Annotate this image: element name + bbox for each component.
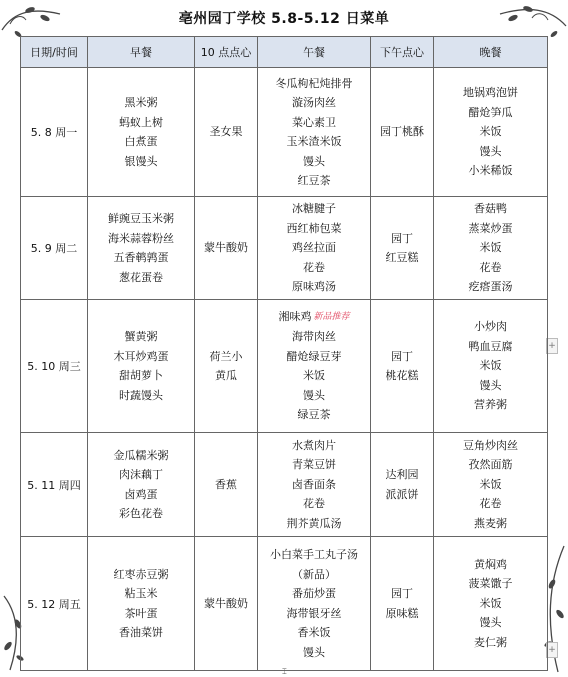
menu-item: 荷兰小 [209,349,243,363]
lunch-cell [258,433,371,537]
snack-pm-cell [371,197,434,300]
menu-item: 米饭 [479,359,502,373]
menu-row [21,68,548,197]
menu-item: 花卷 [479,497,502,511]
menu-item: 茶叶蛋 [124,606,158,620]
menu-item: 蒙牛酸奶 [204,241,248,255]
menu-item-text: 玉米渣米饭 [286,135,342,148]
menu-item: 米饭 [479,596,502,610]
menu-item [258,307,370,327]
snack-pm-cell [371,300,434,433]
menu-item [258,584,370,604]
menu-item: 豆角炒肉丝 [463,438,518,452]
menu-item: 馒头 [479,144,502,158]
menu-item: 金瓜糯米粥 [113,448,169,462]
menu-item-text: 荆芥黄瓜汤 [286,516,342,530]
menu-item [258,386,370,406]
breakfast-cell [88,300,195,433]
menu-item: 园丁 [391,231,413,245]
menu-item [258,545,370,565]
menu-item-text: 米饭 [303,369,325,383]
dinner-cell [434,433,548,537]
menu-item: 小炒肉 [474,320,507,334]
menu-item-text: 湘味鸡 [278,310,312,324]
menu-item: 米饭 [479,477,502,491]
menu-item: 蚂蚁上树 [119,115,163,129]
menu-row [21,537,548,671]
menu-item [258,277,370,297]
menu-item-text: 海带银牙丝 [286,606,342,620]
menu-item-text: 馒头 [303,388,325,402]
menu-item: 五香鹌鹑蛋 [113,251,169,264]
date-cell: 5. 8 周一 [21,68,88,197]
header-row [21,37,548,68]
menu-item-text: 原味鸡汤 [292,280,336,294]
menu-item [258,455,370,475]
menu-item-text: 鸡丝拉面 [292,241,336,255]
menu-item: 黄焖鸡 [474,557,507,571]
menu-item [258,514,370,534]
snack-am-cell [195,197,258,300]
menu-item [258,623,370,643]
menu-item: 海米蒜蓉粉丝 [108,231,174,245]
snack-am-cell [195,300,258,433]
menu-item: 馒头 [479,378,502,392]
new-item-badge: 新品推荐 [313,311,350,322]
menu-item [258,327,370,347]
menu-item: 花卷 [479,260,502,274]
menu-item: 原味糕 [385,606,419,620]
menu-item: 米饭 [479,125,502,139]
menu-item-text: 冰糖腱子 [292,202,336,216]
menu-item-text: 冬瓜枸杞炖排骨 [275,76,353,90]
snack-pm-cell [371,537,434,671]
menu-item: 圣女果 [209,125,243,139]
menu-item: 粘玉米 [124,587,158,600]
menu-item [258,604,370,624]
header-snack-pm: 下午点心 [371,37,434,68]
menu-item [258,494,370,514]
menu-item-text: 馒头 [303,154,325,168]
menu-item: 黑米粥 [124,96,158,109]
menu-row [21,197,548,300]
menu-item-text: （新品） [292,567,336,581]
menu-item: 馒头 [479,616,502,630]
lunch-cell [258,68,371,197]
menu-item: 园丁桃酥 [380,125,424,139]
menu-item [258,219,370,239]
menu-item: 园丁 [391,587,413,600]
menu-item: 蒙牛酸奶 [204,596,248,610]
menu-item-text: 馒头 [303,645,325,659]
lunch-cell [258,300,371,433]
menu-item [258,199,370,219]
menu-item: 肉沫藕丁 [119,468,163,481]
dinner-cell [434,537,548,671]
snack-pm-cell [371,433,434,537]
menu-item: 彩色花卷 [119,507,163,520]
menu-item: 麦仁粥 [474,635,507,649]
menu-item [258,132,370,152]
menu-item [258,152,370,172]
breakfast-cell [88,197,195,300]
menu-item [258,74,370,94]
menu-item: 桃花糕 [385,369,419,382]
page-title: 亳州园丁学校 5.8-5.12 日菜单 [178,11,390,27]
breakfast-cell [88,68,195,197]
menu-item: 疙瘩蛋汤 [468,280,513,294]
menu-item: 香蕉 [215,477,237,491]
snack-am-cell [195,433,258,537]
menu-item: 甜胡萝卜 [119,369,163,382]
header-breakfast: 早餐 [88,37,195,68]
menu-item [258,366,370,386]
header-date: 日期/时间 [21,37,88,68]
menu-item: 时蔬馒头 [119,388,163,402]
menu-item [258,436,370,456]
header-dinner: 晚餐 [434,37,548,68]
menu-item: 白煮蛋 [124,135,158,148]
menu-row [21,300,548,433]
snack-am-cell [195,537,258,671]
menu-item-text: 花卷 [303,260,325,274]
menu-item-text: 醋炝绿豆芽 [286,349,342,363]
menu-item: 黄瓜 [215,369,237,382]
menu-item: 园丁 [391,349,413,363]
breakfast-cell [88,433,195,537]
menu-item: 小米稀饭 [468,164,513,178]
menu-item: 香菇鸭 [474,202,507,216]
cursor-marker: ⌶ [282,667,287,676]
menu-item-text: 卤香面条 [292,477,336,491]
menu-item [258,565,370,585]
menu-item: 派派饼 [385,487,419,501]
menu-item [258,113,370,133]
snack-pm-cell [371,68,434,197]
menu-item: 香油菜饼 [119,626,163,639]
menu-item: 地锅鸡泡饼 [463,86,518,100]
menu-table [20,36,548,671]
scroll-tab-top[interactable]: + [546,338,558,354]
menu-item-text: 绿豆茶 [297,408,331,422]
menu-item: 米饭 [479,241,502,255]
menu-item [258,171,370,191]
menu-item [258,405,370,425]
dinner-cell [434,197,548,300]
menu-item: 银馒头 [124,154,158,168]
menu-item: 鲜豌豆玉米粥 [108,212,174,225]
menu-item: 葱花蛋卷 [119,270,163,284]
menu-item: 达利园 [385,468,419,481]
menu-item-text: 菜心素卫 [292,115,336,129]
menu-item-text: 漩汤肉丝 [292,96,336,109]
menu-item-text: 青菜豆饼 [292,458,336,472]
date-cell: 5. 10 周三 [21,300,88,433]
date-cell: 5. 11 周四 [21,433,88,537]
menu-item-text: 红豆茶 [297,174,331,187]
menu-item-text: 水煮肉片 [292,438,336,452]
menu-item-text: 香米饭 [297,626,331,639]
menu-item [258,347,370,367]
scroll-tab-bottom[interactable]: + [546,642,558,658]
lunch-cell [258,537,371,671]
menu-item: 红豆糕 [385,251,419,264]
menu-item: 木耳炒鸡蛋 [113,349,169,363]
menu-item [258,643,370,663]
menu-item: 燕麦粥 [474,516,507,530]
menu-item [258,475,370,495]
lunch-cell [258,197,371,300]
menu-item [258,258,370,278]
menu-item: 蒸菜炒蛋 [468,221,513,235]
menu-item-text: 番茄炒蛋 [292,587,336,600]
dinner-cell [434,300,548,433]
date-cell: 5. 9 周二 [21,197,88,300]
header-snack-am: 10 点点心 [195,37,258,68]
menu-item: 营养粥 [474,398,507,412]
date-cell: 5. 12 周五 [21,537,88,671]
snack-am-cell [195,68,258,197]
menu-item [258,238,370,258]
header-lunch: 午餐 [258,37,371,68]
dinner-cell [434,68,548,197]
menu-item-text: 花卷 [303,497,325,511]
menu-item-text: 小白菜手工丸子汤 [270,548,358,561]
menu-row [21,433,548,537]
menu-item: 卤鸡蛋 [124,487,158,501]
menu-item: 菠菜馓子 [468,577,513,591]
menu-item-text: 海带肉丝 [292,330,336,344]
menu-item: 红枣赤豆粥 [113,567,169,581]
breakfast-cell [88,537,195,671]
menu-item [258,93,370,113]
menu-item: 孜然面筋 [468,458,513,472]
menu-item: 蟹黄粥 [124,330,158,343]
menu-item: 醋炝笋瓜 [468,105,513,119]
menu-item: 鸭血豆腐 [468,339,513,353]
menu-item-text: 西红柿包菜 [286,221,342,235]
